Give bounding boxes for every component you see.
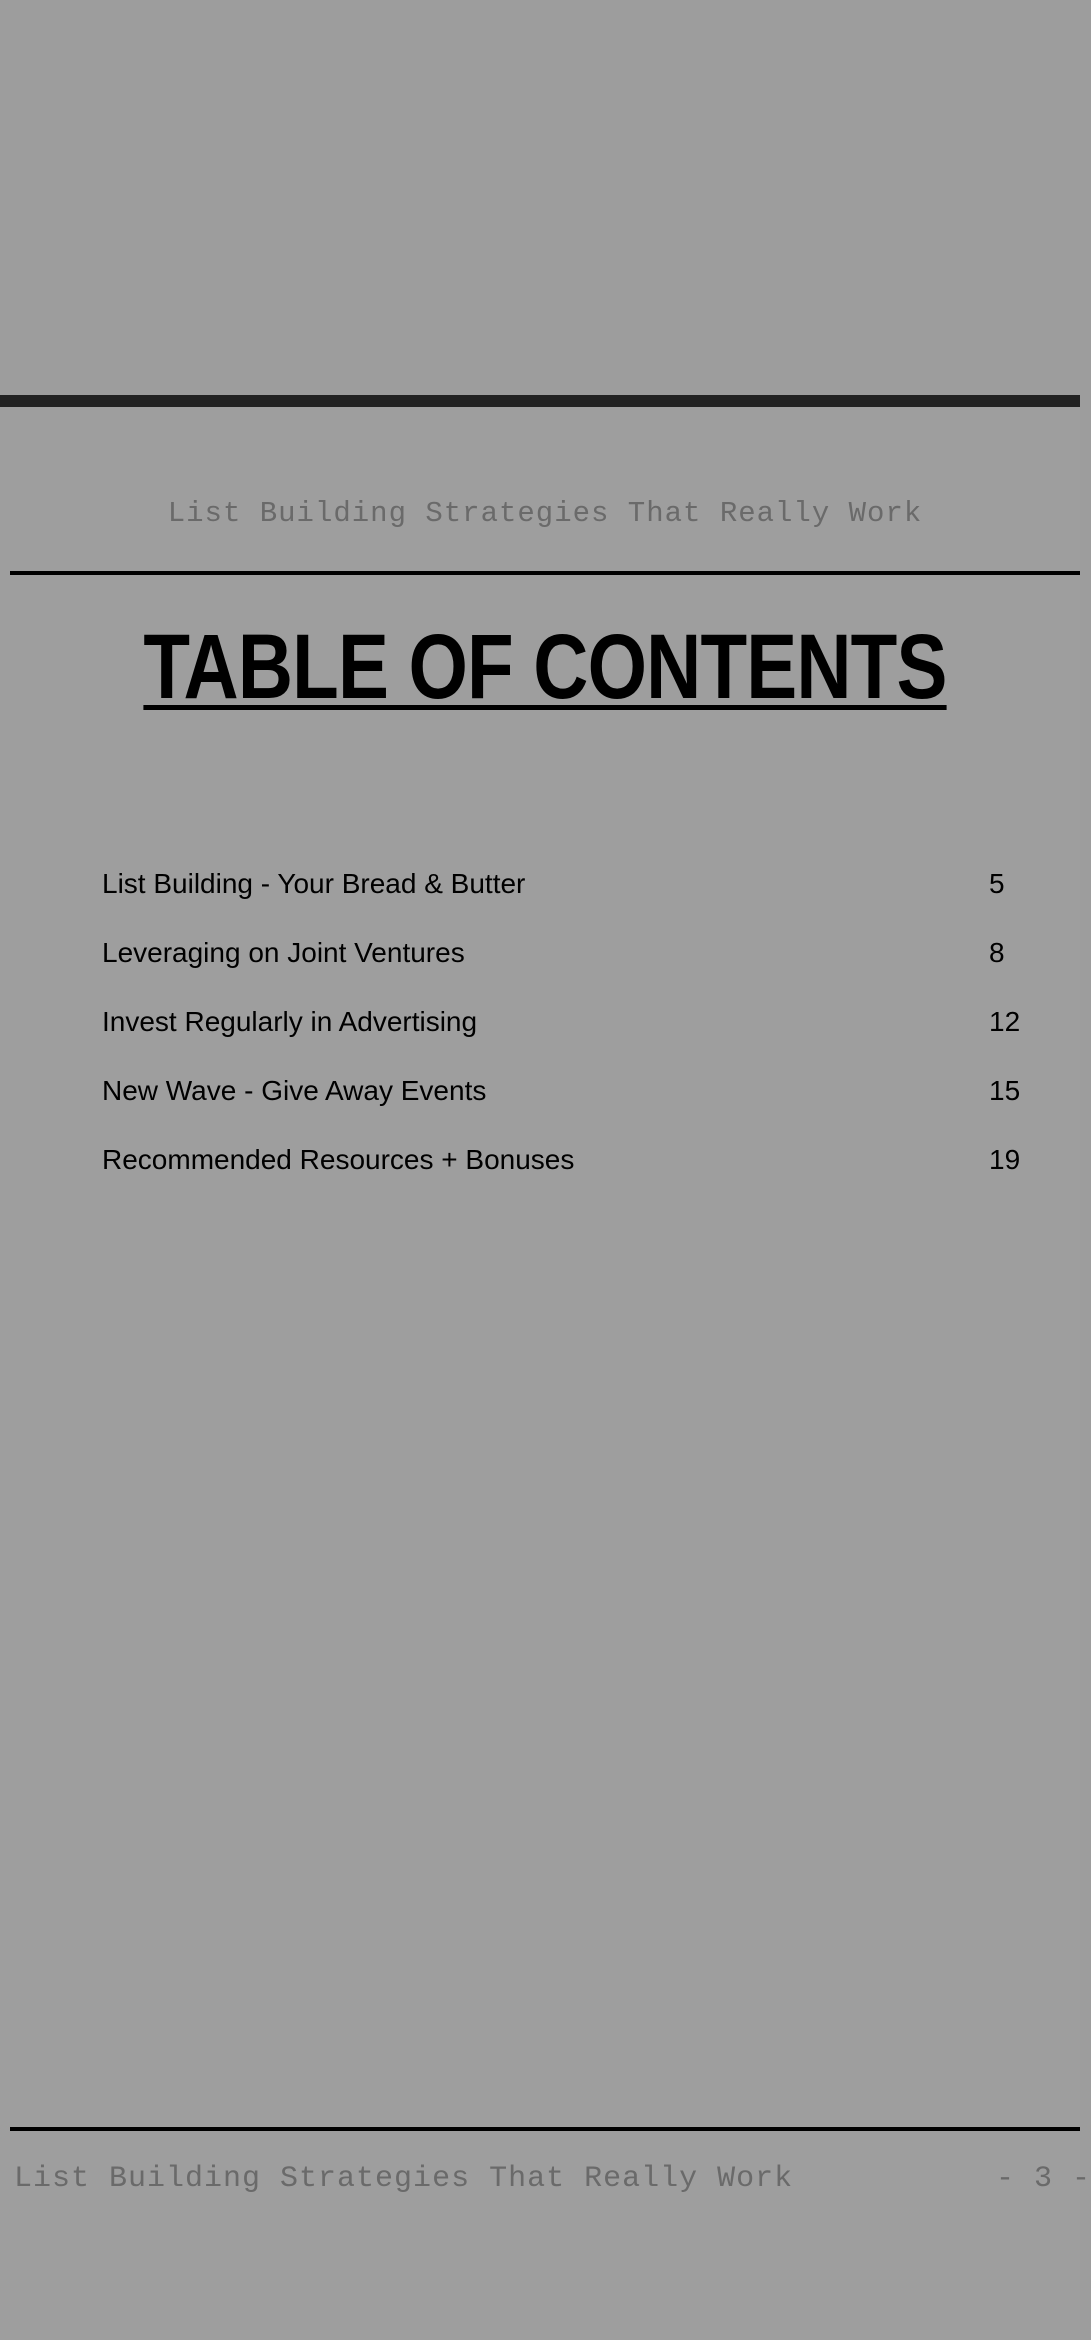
footer-title: List Building Strategies That Really Work — [14, 2162, 794, 2196]
toc-entry-page-number: 5 — [989, 868, 1005, 899]
toc-list — [102, 867, 1032, 1212]
toc-entry-page-number: 15 — [989, 1075, 1021, 1106]
footer-rule — [10, 2127, 1080, 2131]
toc-entry[interactable] — [102, 1143, 1032, 1212]
toc-entry[interactable] — [102, 1005, 1032, 1074]
page-title: TABLE OF CONTENTS — [143, 616, 947, 718]
page-edge-divider — [0, 395, 1080, 407]
toc-entry[interactable] — [102, 1074, 1032, 1143]
footer-page-number: - 3 - — [996, 2162, 1091, 2196]
toc-entry-title: Invest Regularly in Advertising — [102, 1006, 478, 1037]
toc-entry-page-number: 19 — [989, 1144, 1021, 1175]
document-page[interactable] — [0, 407, 1091, 2340]
toc-entry[interactable] — [102, 867, 1032, 936]
blank-area-above-page — [0, 0, 1080, 395]
toc-entry-title: New Wave - Give Away Events — [102, 1075, 487, 1106]
toc-entry-title: Recommended Resources + Bonuses — [102, 1144, 575, 1175]
toc-entry-title: Leveraging on Joint Ventures — [102, 937, 465, 968]
toc-entry[interactable] — [102, 936, 1032, 1005]
toc-entry-page-number: 12 — [989, 1006, 1021, 1037]
toc-entry-page-number: 8 — [989, 937, 1005, 968]
toc-entry-title: List Building - Your Bread & Butter — [102, 868, 526, 899]
running-header: List Building Strategies That Really Work — [167, 497, 923, 530]
header-rule — [10, 571, 1080, 575]
